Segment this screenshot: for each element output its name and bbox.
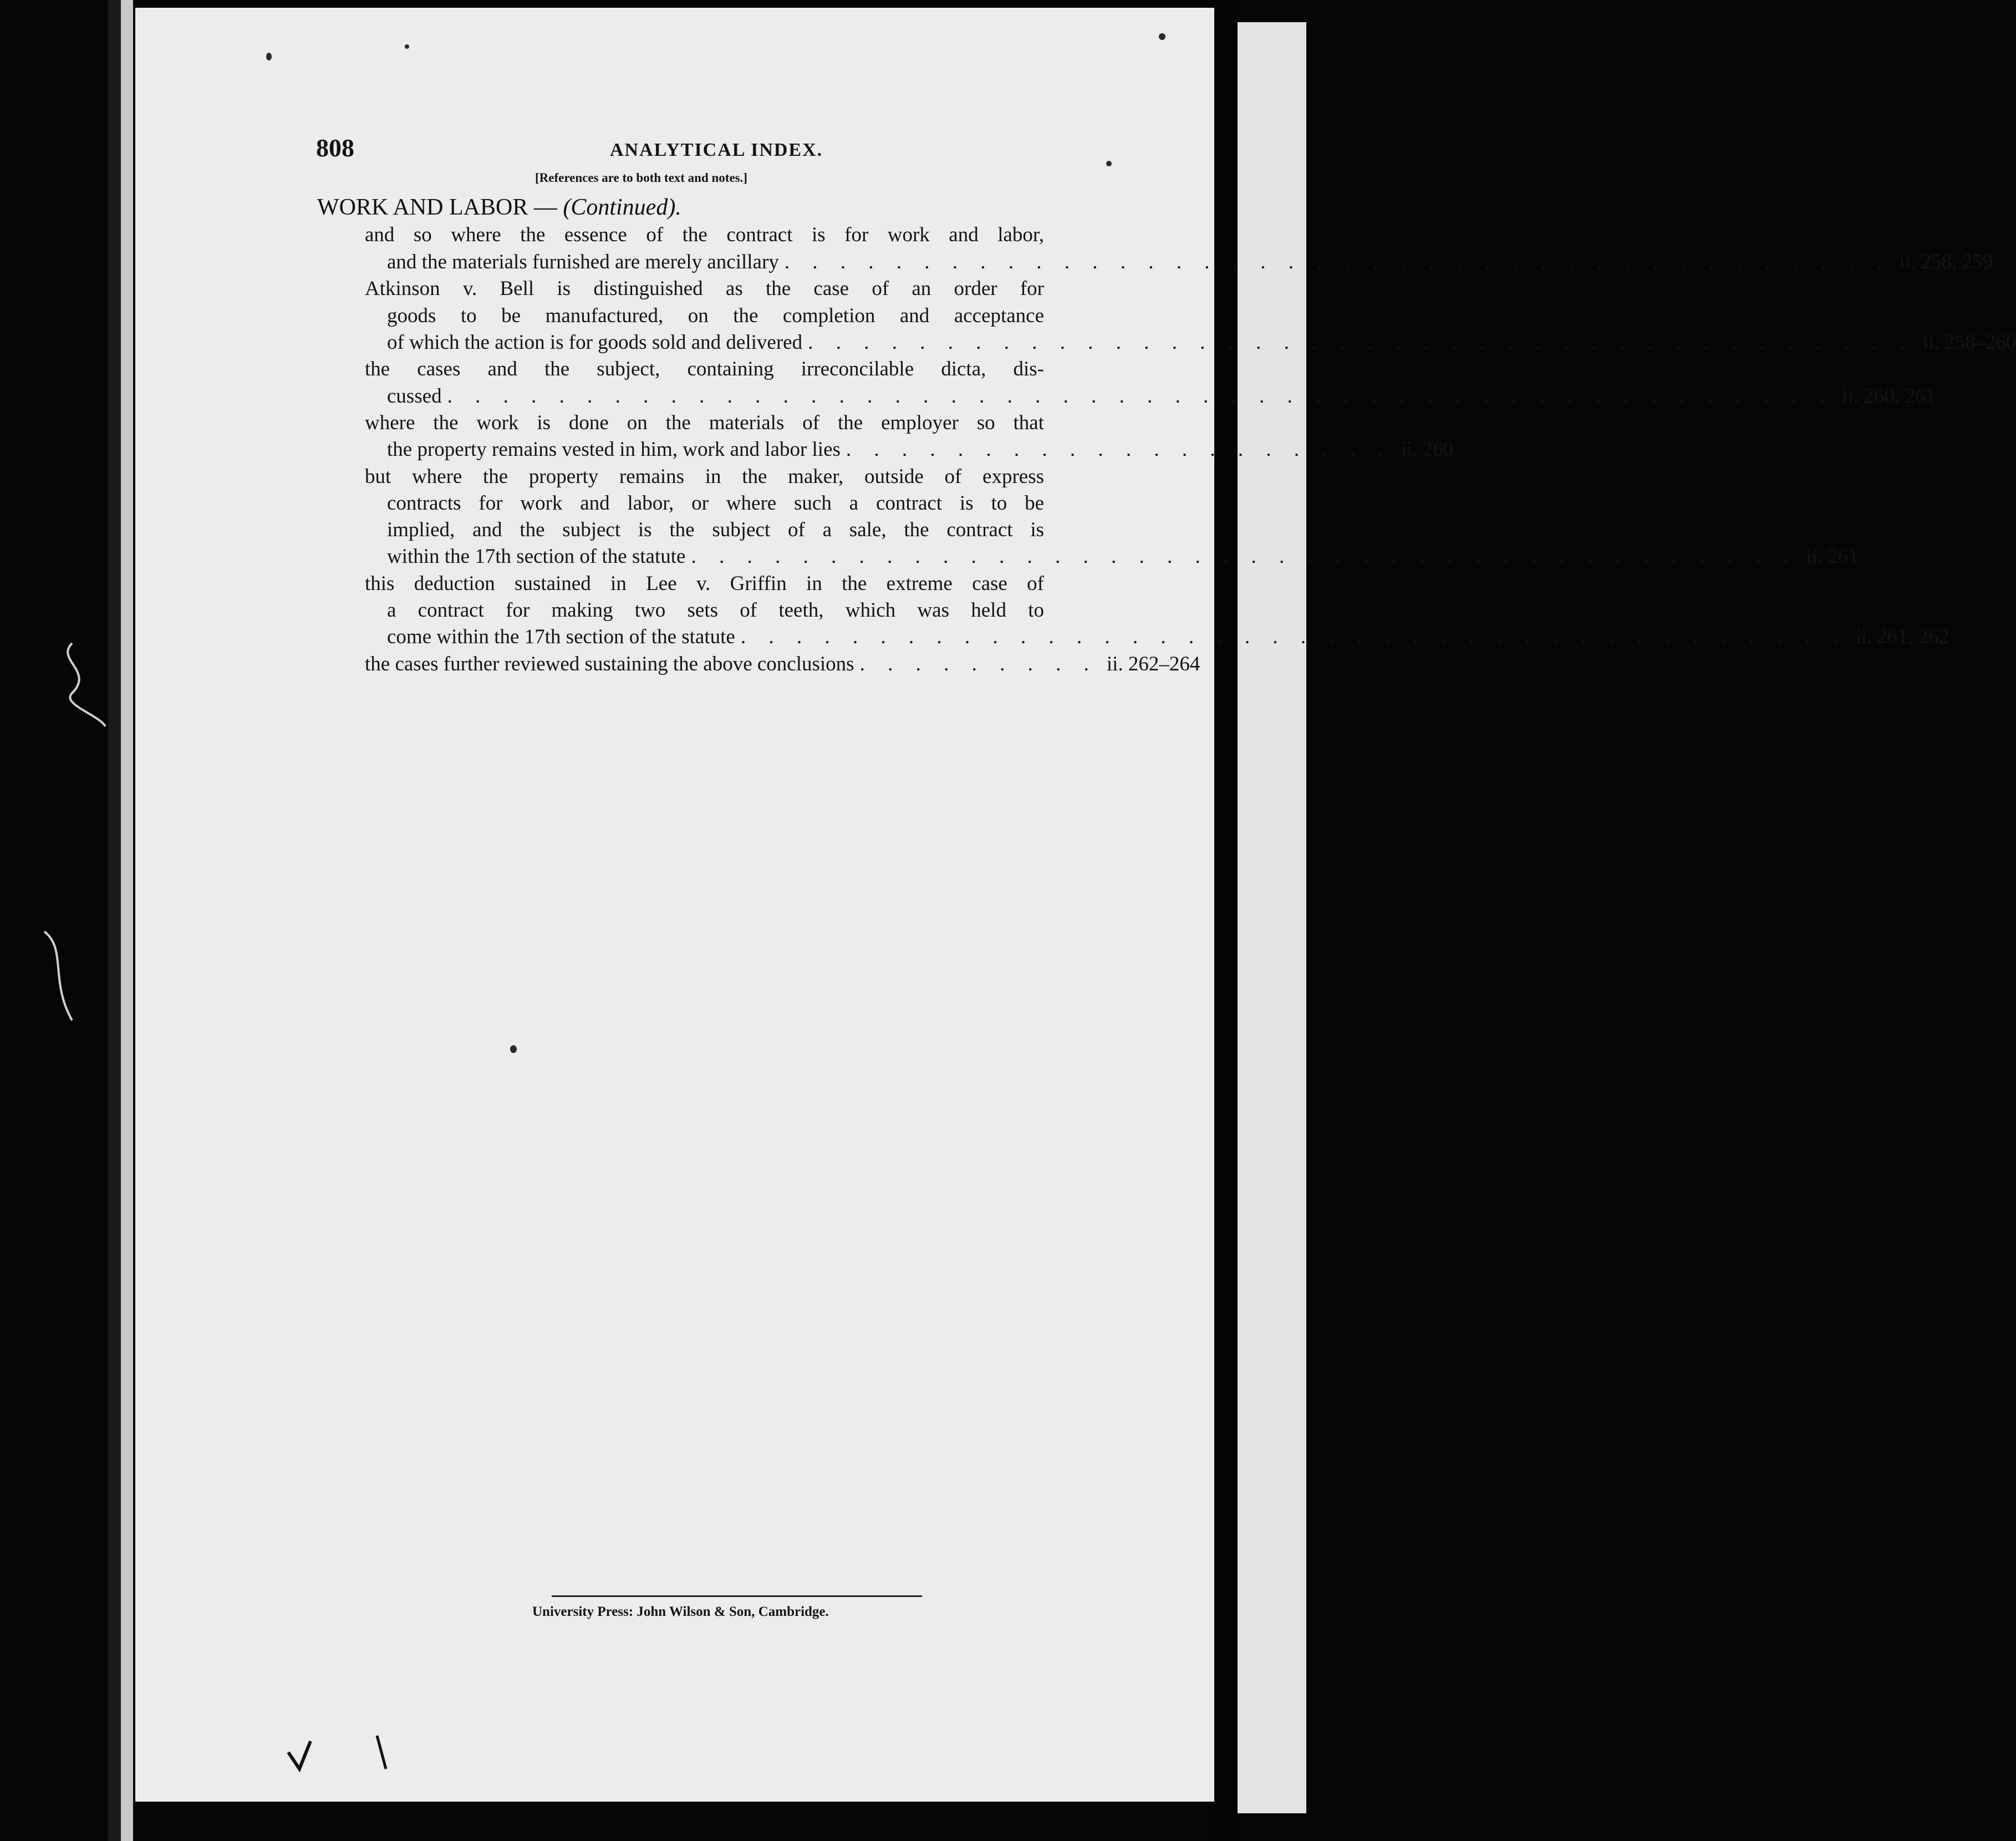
index-line-text: and the materials furnished are merely ancillary: [387, 251, 779, 273]
margin-tick-marks: [277, 1730, 410, 1797]
leader-dots: . . . . . . . . . . . . . . . . . . . . . . . . . . . . . . . . . . . . . . . .: [784, 251, 1891, 273]
index-line: this deduction sustained in Lee v. Griffin in the extreme case of: [365, 572, 1044, 595]
index-line: [387, 543, 1859, 570]
index-line: but where the property remains in the maker, outside of express: [365, 465, 1044, 488]
page-reference: ii. 262–264: [1106, 653, 1200, 675]
heading-continued: (Continued).: [563, 195, 681, 220]
leader-dots: . . . . . . . . . . . . . . . . . . . . . . . . . . . . . . . . . . . . . . . .: [808, 331, 1914, 354]
leader-dots: . . . . . . . . . . . . . . . . . . . . . . . . . . . . . . . . . . . . . . . .: [691, 545, 1798, 568]
index-line: the cases and the subject, containing irreconcilable dicta, dis-: [365, 358, 1044, 380]
index-line-text: come within the 17th section of the statute: [387, 625, 735, 648]
paper-speck: [510, 1045, 517, 1053]
index-line: Atkinson v. Bell is distinguished as the case of an order for: [365, 277, 1044, 300]
index-line-text: the cases further reviewed sustaining the above conclusions: [365, 653, 854, 675]
index-line: implied, and the subject is the subject of a sale, the contract is: [387, 518, 1044, 541]
page-reference: ii. 261, 262: [1855, 625, 1949, 648]
index-line: [365, 651, 1200, 678]
index-line: goods to be manufactured, on the completion and acceptance: [387, 304, 1044, 327]
index-line-text: of which the action is for goods sold and delivered: [387, 331, 803, 354]
page-reference: ii. 258–260: [1922, 331, 2016, 354]
index-line: [387, 329, 2016, 356]
index-line: [387, 383, 1936, 410]
paper-speck: [405, 44, 409, 49]
margin-pencil-marks: [33, 638, 111, 1026]
index-line: [387, 249, 1993, 276]
footer-rule: [552, 1595, 922, 1597]
running-title: ANALYTICAL INDEX.: [610, 140, 823, 160]
index-line-text: within the 17th section of the statute: [387, 545, 686, 568]
page-reference: ii. 260: [1401, 438, 1454, 461]
paper-speck: [1106, 161, 1112, 166]
page-number: 808: [316, 134, 354, 162]
index-line: [387, 624, 1949, 650]
leader-dots: . . . . . . . . . . . . . . . . . . . . . . . . . . . . . . . . . . . . . . . . . . . . . . . . . .: [447, 385, 1834, 408]
reference-note: [References are to both text and notes.]: [535, 171, 748, 185]
page-reference: ii. 261: [1806, 545, 1859, 568]
index-line: [387, 436, 1454, 463]
page-reference: ii. 260, 261: [1842, 385, 1936, 408]
index-line: where the work is done on the materials of the employer so that: [365, 411, 1044, 434]
page-reference: ii. 258, 259: [1899, 251, 1993, 273]
index-line: a contract for making two sets of teeth, which was held to: [387, 599, 1044, 622]
index-line-text: the property remains vested in him, work and labor lies: [387, 438, 841, 461]
heading-title: WORK AND LABOR —: [317, 195, 557, 220]
index-line-text: cussed: [387, 385, 442, 408]
paper-speck: [266, 53, 272, 60]
index-line: and so where the essence of the contract is for work and labor,: [365, 223, 1044, 246]
leader-dots: . . . . . . . . . . . . . . . . . . . . . . . . . . . . . . . . . . . . . . . .: [740, 625, 1847, 648]
paper-speck: [1159, 33, 1165, 40]
leader-dots: . . . . . . . . . . . . . . . . . . . .: [846, 438, 1392, 461]
index-line: contracts for work and labor, or where such a contract is to be: [387, 492, 1044, 515]
leader-dots: . . . . . . . . .: [859, 653, 1098, 675]
printer-imprint: University Press: John Wilson & Son, Cambridge.: [532, 1604, 829, 1619]
index-entries: [0, 0, 2016, 721]
